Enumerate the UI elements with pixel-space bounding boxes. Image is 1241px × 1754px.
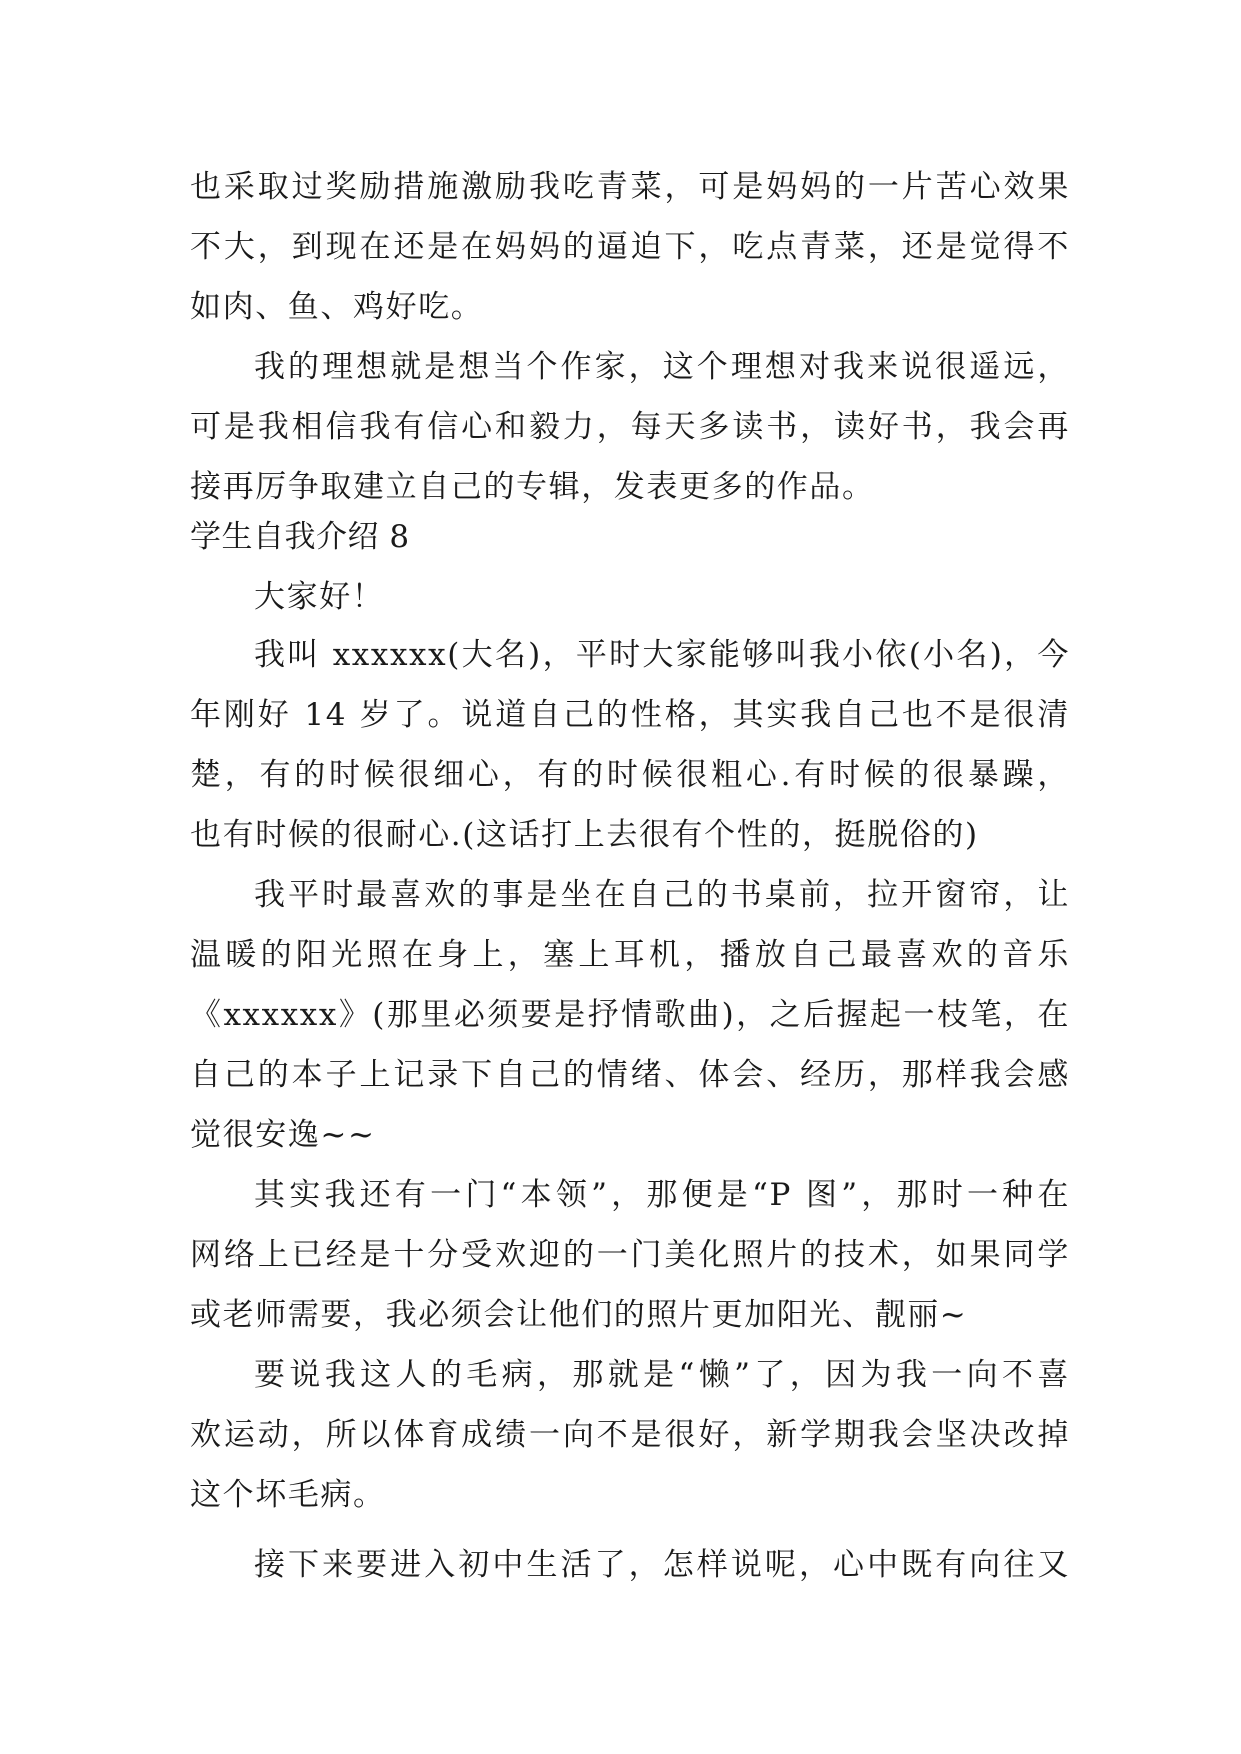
text-line: 要说我这人的毛病，那就是“懒”了，因为我一向不喜 [254, 1357, 1070, 1393]
text-line: 接下来要进入初中生活了，怎样说呢，心中既有向往又 [254, 1547, 1070, 1583]
text-line: 也采取过奖励措施激励我吃青菜，可是妈妈的一片苦心效果 [190, 169, 1070, 205]
text-line: 不大，到现在还是在妈妈的逼迫下，吃点青菜，还是觉得不 [190, 229, 1070, 265]
text-line: 年刚好 14 岁了。说道自己的性格，其实我自己也不是很清 [190, 697, 1070, 733]
text-line: 或老师需要，我必须会让他们的照片更加阳光、靓丽~ [190, 1297, 968, 1333]
text-line: 我平时最喜欢的事是坐在自己的书桌前，拉开窗帘，让 [254, 877, 1070, 913]
text-line: 如肉、鱼、鸡好吃。 [190, 289, 484, 325]
text-line: 这个坏毛病。 [190, 1477, 386, 1513]
text-line: 欢运动，所以体育成绩一向不是很好，新学期我会坚决改掉 [190, 1417, 1070, 1453]
text-line: 其实我还有一门“本领”，那便是“P 图”，那时一种在 [254, 1177, 1070, 1213]
text-line: 可是我相信我有信心和毅力，每天多读书，读好书，我会再 [190, 409, 1070, 445]
greeting-line: 大家好！ [254, 579, 385, 615]
text-line: 我的理想就是想当个作家，这个理想对我来说很遥远， [254, 349, 1070, 385]
text-line: 我叫 xxxxxx(大名)，平时大家能够叫我小依(小名)，今 [254, 637, 1070, 673]
text-line: 觉很安逸~~ [190, 1117, 376, 1153]
text-line: 接再厉争取建立自己的专辑，发表更多的作品。 [190, 469, 875, 505]
text-line: 也有时候的很耐心.(这话打上去很有个性的，挺脱俗的) [190, 817, 979, 853]
text-line: 《xxxxxx》(那里必须要是抒情歌曲)，之后握起一枝笔，在 [190, 997, 1070, 1033]
text-line: 网络上已经是十分受欢迎的一门美化照片的技术，如果同学 [190, 1237, 1070, 1273]
text-line: 自己的本子上记录下自己的情绪、体会、经历，那样我会感 [190, 1057, 1070, 1093]
text-line: 温暖的阳光照在身上，塞上耳机，播放自己最喜欢的音乐 [190, 937, 1070, 973]
section-heading: 学生自我介绍 8 [190, 519, 410, 555]
text-line: 楚，有的时候很细心，有的时候很粗心.有时候的很暴躁， [190, 757, 1070, 793]
